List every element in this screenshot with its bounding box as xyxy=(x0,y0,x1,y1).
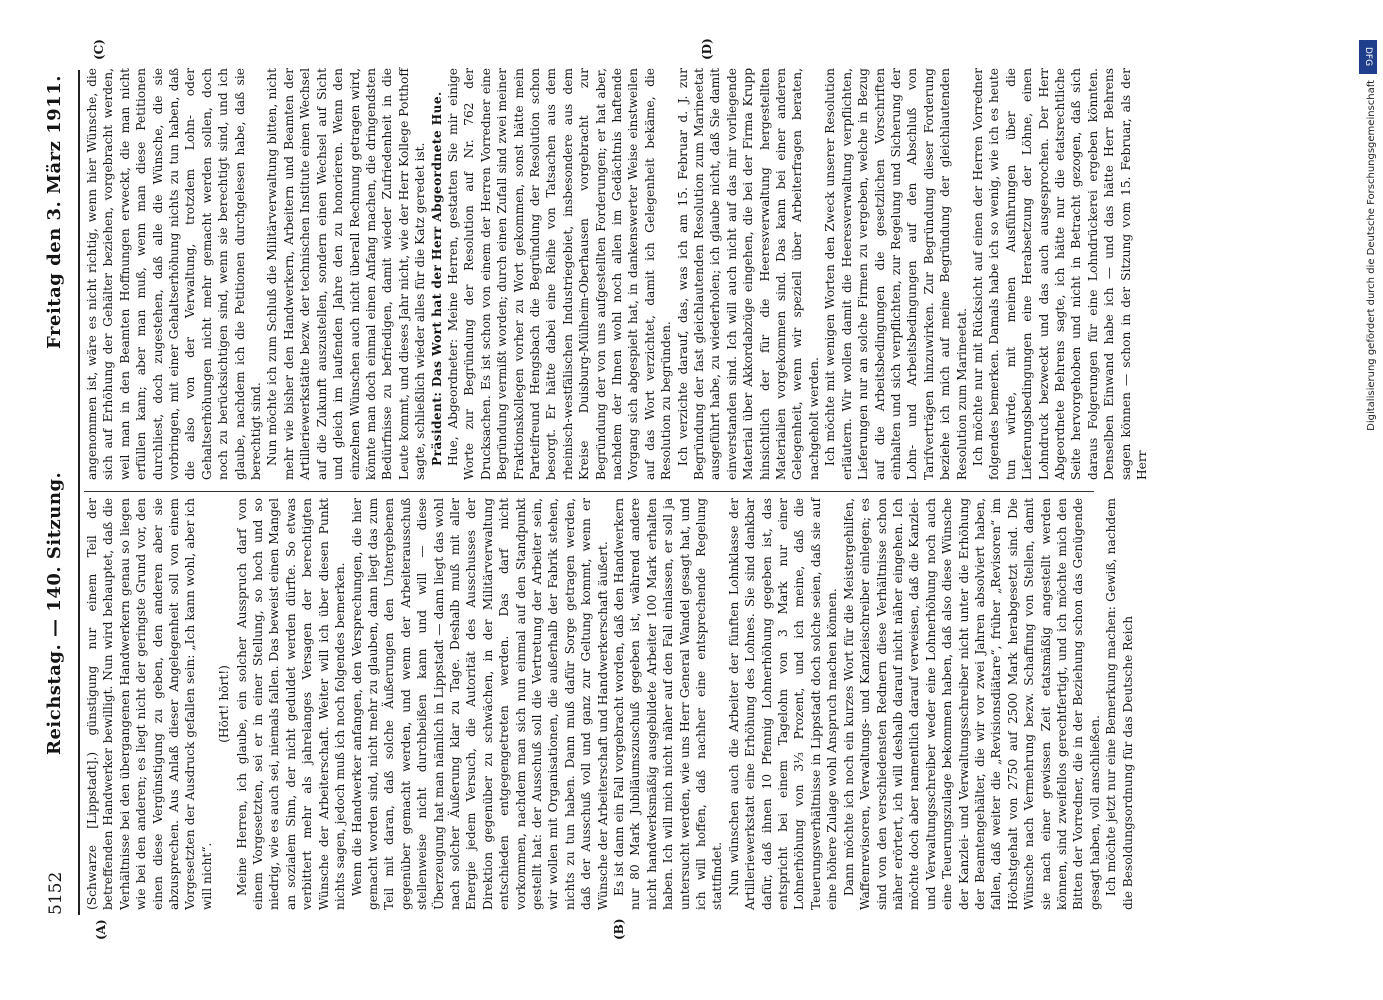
left-column xyxy=(84,498,1136,910)
column-divider xyxy=(84,491,1094,492)
page-number: 5152 xyxy=(46,871,66,915)
speaker-paragraph: Hue, Abgeordneter: Meine Herren, gestatten Sie mir einige Worte zur Begründung der Resolution auf Nr. 762 der Drucksachen. Es ist schon von einem der Herren Vorredner eine Begründung vermißt worden; durch einen Zufall sind zwei meiner Fraktionskollegen vorher zu Wort gekommen, sonst hätte mein Parteifreund Hengsbach die Begründung der Resolution schon besorgt. Er hätte dabei eine Reihe von Tatsachen aus dem rheinisch-westfälischen Industriegebiet, insbesondere aus dem Kreise Duisburg-Mülheim-Oberhausen vorgebracht zur Begründung der von uns aufgestellten Forderungen; er hat aber, nachdem der Ihnen wohl noch allen im Gedächtnis haftende Vorgang sich abgespielt hat, in dankenswerter Weise einstweilen auf das Wort verzichtet, damit ich Gelegenheit bekäme, die Resolution zu begründen. xyxy=(445,68,674,480)
paragraph: Ich möchte mit wenigen Worten den Zweck unserer Resolution erläutern. Wir wollen damit die Heeresverwaltung verpflichten, Lieferungen nur an solche Firmen zu vergeben, welche in Bezug auf die Arbeitsbedingungen die gesetzlichen Vorschriften einhalten und sich verpflichten, zur Regelung und Sicherung der Lohn- und Arbeitsbedingungen auf den Abschluß von Tarifverträgen hinzuwirken. Zur Begründung dieser Forderung beziehe ich mich auf meine Begründung der gleichlautenden Resolution zum Marineetat. xyxy=(823,68,969,480)
paragraph: Wenn die Handwerker anfangen, den Versprechungen, die hier gemacht worden sind, nicht mehr zu glauben, dann liegt das zum Teil mit daran, daß solche Äußerungen den Untergebenen gegenüber gemacht werden, und wenn der Arbeiterausschuß stellenweise nicht durchbeißen kann und will — diese Überzeugung hat man nämlich in Lippstadt — dann liegt das wohl nach solcher Äußerung klar zu Tage. Deshalb muß mit aller Energie jedem Versuch, die Autorität des Ausschusses der Direktion gegenüber zu schwächen, in der Militärverwaltung entschieden entgegengetreten werden. Das darf nicht vorkommen, nachdem man sich nun einmal auf den Standpunkt gestellt hat: der Ausschuß soll die Vertretung der Arbeiter sein, wir wollen mit Organisationen, die außerhalb der Fabrik stehen, nichts zu tun haben. Dann muß dafür Sorge getragen werden, daß der Ausschuß voll und ganz zur Geltung kommt, wenn er Wünsche der Arbeiterschaft und Handwerkerschaft äußert. xyxy=(349,498,610,910)
right-column xyxy=(84,68,1150,480)
paragraph: Ich verzichte darauf, das, was ich am 15. Februar d. J. zur Begründung der fast gleichlautenden Resolution zum Marineetat ausgeführt habe, zu wiederholen; ich glaube nicht, daß Sie damit einverstanden sind. Ich will auch nicht auf das mir vorliegende Material über Akkordabzüge eingehen, die bei der Firma Krupp hinsichtlich der für die Heeresverwaltung hergestellten Materialien vorgekommen sind. Das kann bei einer anderen Gelegenheit, wenn wir speziell über Arbeiterfragen beraten, nachgeholt werden. xyxy=(675,68,821,480)
paragraph: Dann möchte ich noch ein kurzes Wort für die Meistergehilfen, Waffenrevisoren, Verwaltungs- und Kanzleischreiber einlegen; es sind von den verschiedensten Rednern diese Verhältnisse schon näher erörtert, ich will deshalb darauf nicht näher eingehen. Ich möchte doch aber namentlich darauf verweisen, daß die Kanzlei- und Verwaltungsschreiber weder eine Lohnerhöhung noch auch eine Teuerungszulage bekommen haben, daß also diese Wünsche der Kanzlei- und Verwaltungsschreiber nicht unter die Erhöhung der Beamtengehälter, die wir vor zwei Jahren absolviert haben, fallen, daß weiter die „Revisionsdiätare“, früher „Revisoren“ im Höchstgehalt von 2750 auf 2500 Mark herabgesetzt sind. Die Wünsche nach Vermehrung bezw. Schaffung von Stellen, damit sie nach einer gewissen Zeit etatsmäßig angestellt werden können, sind zweifellos gerechtfertigt, und ich möchte mich den Bitten der Vorredner, die in der Beziehung schon das Genügende gesagt haben, voll anschließen. xyxy=(841,498,1102,910)
dfg-logo-icon: DFG xyxy=(1359,40,1377,74)
paragraph: angenommen ist, wäre es nicht richtig, wenn hier Wünsche, die sich auf Erhöhung der Gehälter beziehen, vorgebracht werden, weil man in den Beamten Hoffnungen erweckt, die man nicht erfüllen kann; aber man muß, wenn man diese Petitionen durchliest, doch zugestehen, daß alle die Wünsche, die sie vorbringen, mit einer Gehaltserhöhung nichts zu tun haben, daß die also von der Verwaltung, trotzdem Lohn- oder Gehaltserhöhungen nicht mehr gemacht werden sollen, doch noch zu berücksichtigen sind, wenn sie berechtigt sind, und ich glaube, nachdem ich die Petitionen durchgelesen habe, daß sie berechtigt sind. xyxy=(85,68,264,480)
margin-mark-b: (B) xyxy=(612,918,626,940)
paragraph: Meine Herren, ich glaube, ein solcher Ausspruch darf von einem Vorgesetzten, sei er in einer Stellung, so hoch und so niedrig, wie es auch sei, niemals fallen. Das beweist einen Mangel an sozialem Sinn, der nicht geduldet werden dürfte. So etwas verbittert mehr als jahrelanges Versagen der berechtigten Wünsche der Arbeiterschaft. Weiter will ich über diesen Punkt nichts sagen, jedoch muß ich noch folgendes bemerken. xyxy=(234,498,348,910)
paragraph: Nun wünschen auch die Arbeiter der fünften Lohnklasse der Artilleriewerkstatt eine Erhöhung des Lohnes. Sie sind dankbar dafür, daß ihnen 10 Pfennig Lohnerhöhung gegeben ist, das entspricht bei einem Tagelohn von 3 Mark nur einer Lohnerhöhung von 3⅓ Prozent, und ich meine, daß die Teuerungsverhältnisse in Lippstadt doch solche seien, daß sie auf eine höhere Zulage wohl Anspruch machen können. xyxy=(726,498,840,910)
margin-mark-c: (C) xyxy=(92,39,106,60)
session-date: Freitag den 3. März 1911. xyxy=(44,75,65,349)
credit-strip xyxy=(1355,40,1377,960)
margin-mark-a: (A) xyxy=(94,919,108,940)
page-header xyxy=(40,75,74,915)
paragraph: Nun möchte ich zum Schluß die Militärverwaltung bitten, nicht mehr wie bisher den Handwerkern, Arbeitern und Beamten der Artilleriewerkstätte bezw. der technischen Institute einen Wechsel auf die Zukunft auszustellen, sondern einen Wechsel auf Sicht und gleich im laufenden Jahre den zu honorieren. Wenn den einzelnen Wünschen auch nicht überall Rechnung getragen wird, könnte man doch einmal einen Anfang machen, die dringendsten Bedürfnisse zu befriedigen, damit wieder Zufriedenheit in die Leute kommt, und dieses Jahr nicht, wie der Herr Kollege Potthoff sagte, schließlich wieder alles für die Katz geredet ist. xyxy=(265,68,428,480)
speaker-paragraph: Präsident: Das Wort hat der Herr Abgeordnete Hue. xyxy=(429,91,444,466)
paragraph: Ich möchte nur mit Rücksicht auf einen der Herren Vorredner folgendes bemerken. Damals habe ich so wenig, wie ich es heute tun würde, mit meinen Ausführungen über die Lieferungsbedingungen eine Herabsetzung der Löhne, einen Lohndruck bezweckt und das auch ausgesprochen. Der Herr Abgeordnete Behrens sagte, ich hätte nur die etatsrechtliche Seite hervorgehoben und nicht in Betracht gezogen, daß sich daraus Folgerungen für eine Lohndrückerei ergeben könnten. Denselben Einwand habe ich — und das hätte Herr Behrens sagen können — schon in der Sitzung vom 15. Februar, als der Herr xyxy=(970,68,1149,480)
running-title: Reichstag. — 140. Sitzung. xyxy=(44,471,65,755)
header-rule xyxy=(78,70,80,915)
paragraph: (Schwarze [Lippstadt].) günstigung nur einem Teil der betreffenden Handwerker bewilligt. Nun wird behauptet, daß die Verhältnisse bei den übergangenen Handwerkern genau so liegen wie bei den anderen; es liegt nicht der geringste Grund vor, den einen diese Vergünstigung zu geben, den anderen aber sie abzusprechen. Aus Anlaß dieser Angelegenheit soll von einem Vorgesetzten der Ausdruck gefallen sein: „Ich kann wohl, aber ich will nicht“. xyxy=(85,498,214,910)
margin-mark-d: (D) xyxy=(700,38,714,60)
paragraph: Ich möchte jetzt nur eine Bemerkung machen: Gewiß, nachdem die Besoldungsordnung für das Deutsche Reich xyxy=(1104,498,1135,910)
paragraph: Es ist dann ein Fall vorgebracht worden, daß den Handwerkern nur 80 Mark Jubiläumszuschuß gegeben ist, während andere nicht handwerksmäßig ausgebildete Arbeiter 100 Mark erhalten haben. Ich will mich nicht näher auf den Fall einlassen, er soll ja untersucht werden, wie uns Herr General Wandel gesagt hat, und ich will hoffen, daß nachher eine entsprechende Regelung stattfindet. xyxy=(612,498,725,910)
digitization-credit: Digitalisierung gefördert durch die Deutsche Forschungsgemeinschaft xyxy=(1366,80,1377,431)
interjection: (Hört! hört!) xyxy=(217,665,232,743)
